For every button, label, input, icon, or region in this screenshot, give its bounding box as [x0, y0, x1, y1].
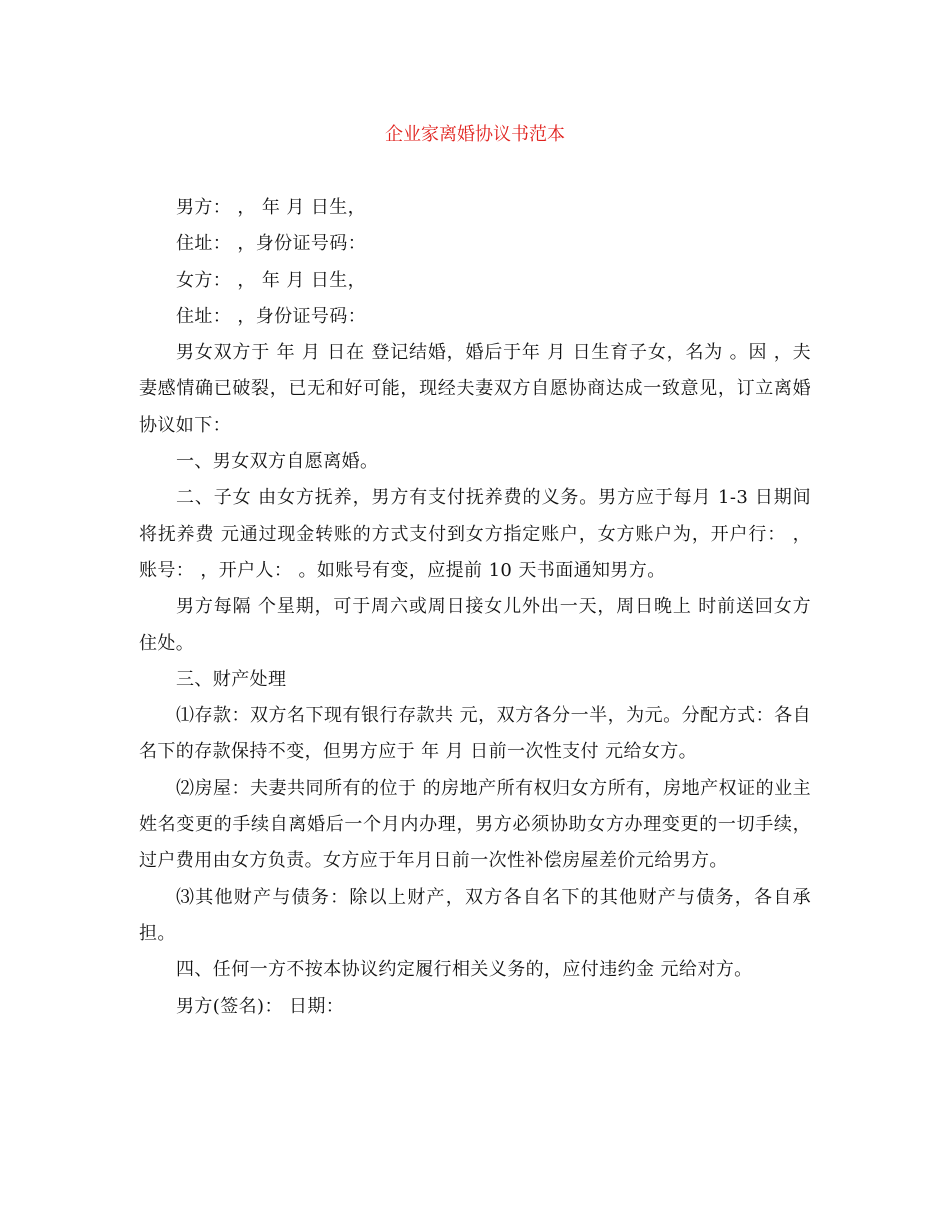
paragraph-wife-address: 住址： ，身份证号码：: [176, 305, 367, 327]
paragraph-clause-3-heading: 三、财产处理: [176, 668, 287, 690]
paragraph-clause-4: 四、任何一方不按本协议约定履行相关义务的，应付违约金 元给对方。: [176, 959, 753, 981]
document-body: [139, 190, 811, 1025]
paragraph-husband-info: 男方： ， 年 月 日生，: [176, 197, 367, 218]
paragraph-savings: ⑴存款：双方名下现有银行存款共 元，双方各分一半，为元。分配方式：各自名下的存款保持不变，但男方应于 年 月 日前一次性支付 元给女方。: [139, 705, 811, 763]
document-title: 企业家离婚协议书范本: [385, 124, 565, 145]
paragraph-preamble: 男女双方于 年 月 日在 登记结婚，婚后于年 月 日生育子女，名为 。因 ，夫妻感情确已破裂，已无和好可能，现经夫妻双方自愿协商达成一致意见，订立离婚协议如下：: [139, 342, 811, 436]
paragraph-other-assets: ⑶其他财产与债务：除以上财产，双方各自名下的其他财产与债务，各自承担。: [139, 886, 811, 944]
paragraph-signature: 男方(签名)： 日期：: [176, 995, 345, 1017]
paragraph-wife-info: 女方： ， 年 月 日生，: [176, 269, 367, 291]
paragraph-clause-1: 一、男女双方自愿离婚。: [176, 451, 379, 473]
paragraph-husband-address: 住址： ，身份证号码：: [176, 233, 367, 255]
paragraph-housing: ⑵房屋：夫妻共同所有的位于 的房地产所有权归女方所有，房地产权证的业主姓名变更的手续自离婚后一个月内办理，男方必须协助女方办理变更的一切手续，过户费用由女方负责。女方应于年月日前一次性补偿房屋差价元给男方。: [139, 777, 811, 872]
paragraph-clause-2: 二、子女 由女方抚养，男方有支付抚养费的义务。男方应于每月 1-3 日期间将抚养费 元通过现金转账的方式支付到女方指定账户，女方账户为，开户行： ，账号： ，开户人： 。如账号有变，应提前 10 天书面通知男方。: [139, 487, 811, 581]
paragraph-visitation: 男方每隔 个星期，可于周六或周日接女儿外出一天，周日晚上 时前送回女方住处。: [139, 596, 811, 654]
